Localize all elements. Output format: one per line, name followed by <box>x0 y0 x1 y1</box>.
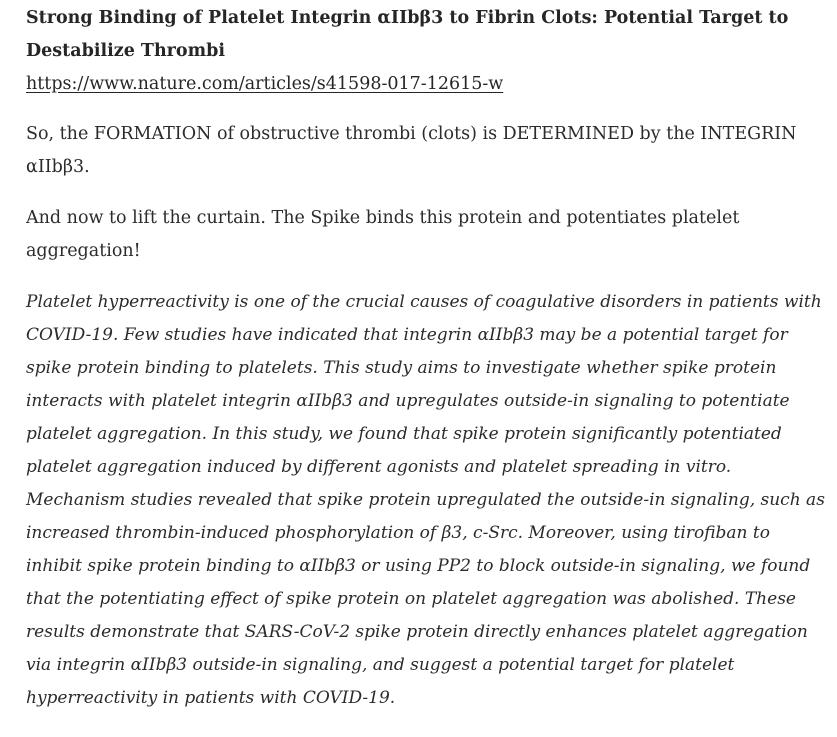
paragraph-spike: And now to lift the curtain. The Spike binds this protein and potentiates platelet aggregation! <box>26 208 740 261</box>
abstract-quote: Platelet hyperreactivity is one of the crucial causes of coagulative disorders in patients with COVID-19. Few studies have indicated that integrin αIIbβ3 may be a potential target for spike protein binding to platelets. This study aims to investigate whether spike protein interacts with platelet integrin αIIbβ3 and upregulates outside-in signaling to potentiate platelet aggregation. In this study, we found that spike protein significantly potentiated platelet aggregation induced by different agonists and platelet spreading in vitro. Mechanism studies revealed that spike protein upregulated the outside-in signaling, such as increased thrombin-induced phosphorylation of β3, c-Src. Moreover, using tirofiban to inhibit spike protein binding to αIIbβ3 or using PP2 to block outside-in signaling, we found that the potentiating effect of spike protein on platelet aggregation was abolished. These results demonstrate that SARS-CoV-2 spike protein directly enhances platelet aggregation via integrin αIIbβ3 outside-in signaling, and suggest a potential target for platelet hyperreactivity in patients with COVID-19. <box>26 292 825 708</box>
article-link[interactable]: https://www.nature.com/articles/s41598-017-12615-w <box>26 74 504 94</box>
article-body <box>26 2 831 715</box>
article-title: Strong Binding of Platelet Integrin αIIbβ3 to Fibrin Clots: Potential Target to Destabilize Thrombi <box>26 8 789 61</box>
paragraph-formation: So, the FORMATION of obstructive thrombi (clots) is DETERMINED by the INTEGRIN αIIbβ3. <box>26 124 797 177</box>
